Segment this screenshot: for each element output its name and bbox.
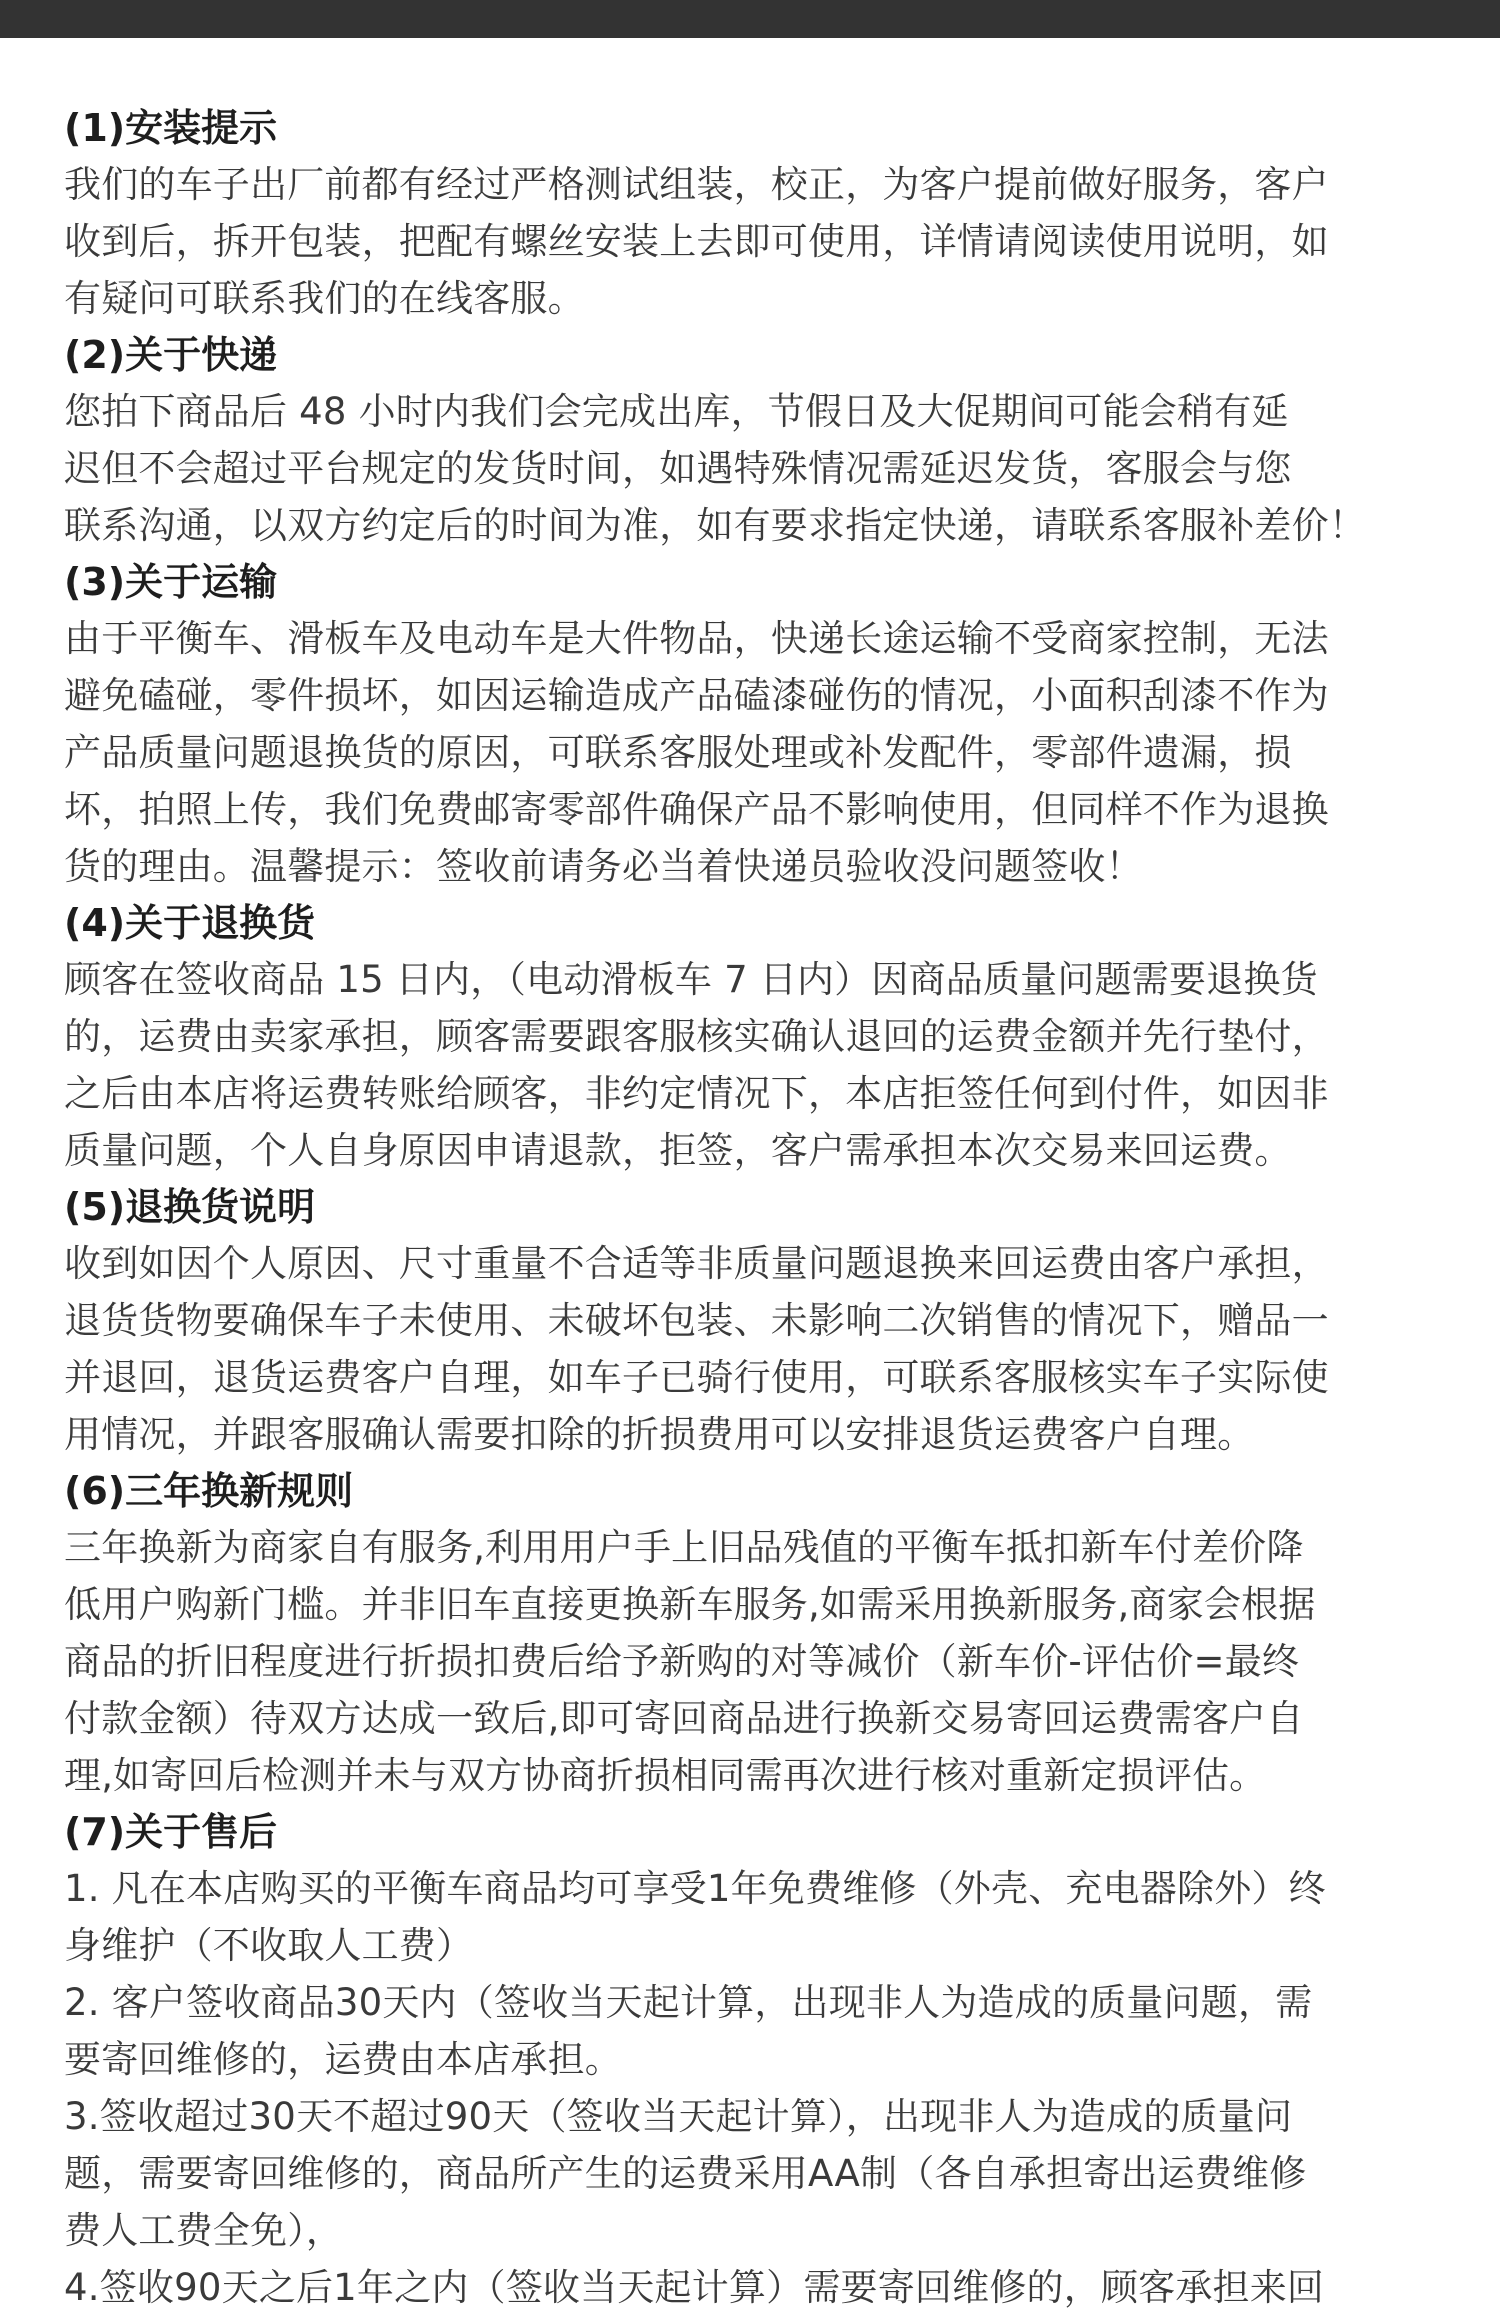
- paragraph-line: 身维护（不收取人工费）: [64, 1924, 474, 1967]
- section-title: (1)安装提示: [64, 106, 278, 150]
- paragraph-line: 联系沟通，以双方约定后的时间为准，如有要求指定快递，请联系客服补差价！: [64, 504, 1366, 547]
- paragraph-line: 我们的车子出厂前都有经过严格测试组装，校正，为客户提前做好服务，客户: [64, 163, 1329, 206]
- section-title: (3)关于运输: [64, 560, 278, 604]
- paragraph-line: 要寄回维修的，运费由本店承担。: [64, 2038, 622, 2081]
- section-title: (5)退换货说明: [64, 1185, 316, 1229]
- section-after-sales: [64, 1804, 1444, 2316]
- paragraph-line: 并退回，退货运费客户自理，如车子已骑行使用，可联系客服核实车子实际使: [64, 1356, 1329, 1399]
- section-title: (6)三年换新规则: [64, 1469, 354, 1513]
- paragraph-line: 理,如寄回后检测并未与双方协商折损相同需再次进行核对重新定损评估。: [64, 1754, 1267, 1797]
- paragraph-line: 有疑问可联系我们的在线客服。: [64, 277, 585, 320]
- paragraph-line: 用情况，并跟客服确认需要扣除的折损费用可以安排退货运费客户自理。: [64, 1413, 1255, 1456]
- paragraph-line: 2. 客户签收商品30天内（签收当天起计算，出现非人为造成的质量问题，需: [64, 1981, 1313, 2024]
- section-delivery: [64, 327, 1444, 554]
- paragraph-line: 低用户购新门槛。并非旧车直接更换新车服务,如需采用换新服务,商家会根据: [64, 1583, 1316, 1626]
- paragraph-line: 4.签收90天之后1年之内（签收当天起计算）需要寄回维修的，顾客承担来回: [64, 2266, 1325, 2309]
- section-install-tips: [64, 100, 1444, 327]
- paragraph-line: 避免磕碰，零件损坏，如因运输造成产品磕漆碰伤的情况，小面积刮漆不作为: [64, 674, 1329, 717]
- paragraph-line: 您拍下商品后 48 小时内我们会完成出库，节假日及大促期间可能会稍有延: [64, 390, 1289, 433]
- paragraph-line: 坏，拍照上传，我们免费邮寄零部件确保产品不影响使用，但同样不作为退换: [64, 788, 1329, 831]
- paragraph-line: 商品的折旧程度进行折损扣费后给予新购的对等减价（新车价-评估价=最终: [64, 1640, 1300, 1683]
- section-return-notes: [64, 1179, 1444, 1463]
- paragraph-line: 三年换新为商家自有服务,利用用户手上旧品残值的平衡车抵扣新车付差价降: [64, 1526, 1304, 1569]
- paragraph-line: 退货货物要确保车子未使用、未破坏包装、未影响二次销售的情况下，赠品一: [64, 1299, 1329, 1342]
- paragraph-line: 的，运费由卖家承担，顾客需要跟客服核实确认退回的运费金额并先行垫付，: [64, 1015, 1329, 1058]
- section-title: (7)关于售后: [64, 1810, 278, 1854]
- section-trade-in: [64, 1463, 1444, 1804]
- paragraph-line: 之后由本店将运费转账给顾客，非约定情况下，本店拒签任何到付件，如因非: [64, 1072, 1329, 1115]
- paragraph-line: 质量问题，个人自身原因申请退款，拒签，客户需承担本次交易来回运费。: [64, 1129, 1292, 1172]
- paragraph-line: 货的理由。温馨提示：签收前请务必当着快递员验收没问题签收！: [64, 845, 1143, 888]
- paragraph-line: 顾客在签收商品 15 日内，（电动滑板车 7 日内）因商品质量问题需要退换货: [64, 958, 1318, 1001]
- paragraph-line: 由于平衡车、滑板车及电动车是大件物品，快递长途运输不受商家控制，无法: [64, 617, 1329, 660]
- paragraph-line: 费人工费全免），: [64, 2209, 344, 2252]
- section-title: (2)关于快递: [64, 333, 278, 377]
- paragraph-line: 付款金额）待双方达成一致后,即可寄回商品进行换新交易寄回运费需客户自: [64, 1697, 1304, 1740]
- paragraph-line: 收到如因个人原因、尺寸重量不合适等非质量问题退换来回运费由客户承担，: [64, 1242, 1329, 1285]
- section-transport: [64, 554, 1444, 895]
- section-title: (4)关于退换货: [64, 901, 316, 945]
- paragraph-line: 迟但不会超过平台规定的发货时间，如遇特殊情况需延迟发货，客服会与您: [64, 447, 1292, 490]
- paragraph-line: 3.签收超过30天不超过90天（签收当天起计算），出现非人为造成的质量问: [64, 2095, 1293, 2138]
- paragraph-line: 产品质量问题退换货的原因，可联系客服处理或补发配件，零部件遗漏，损: [64, 731, 1292, 774]
- paragraph-line: 1. 凡在本店购买的平衡车商品均可享受1年免费维修（外壳、充电器除外）终: [64, 1867, 1326, 1910]
- section-returns: [64, 895, 1444, 1179]
- top-bar: [0, 0, 1500, 38]
- policy-document: [64, 100, 1444, 2316]
- paragraph-line: 题，需要寄回维修的，商品所产生的运费采用AA制（各自承担寄出运费维修: [64, 2152, 1307, 2195]
- paragraph-line: 收到后，拆开包装，把配有螺丝安装上去即可使用，详情请阅读使用说明，如: [64, 220, 1329, 263]
